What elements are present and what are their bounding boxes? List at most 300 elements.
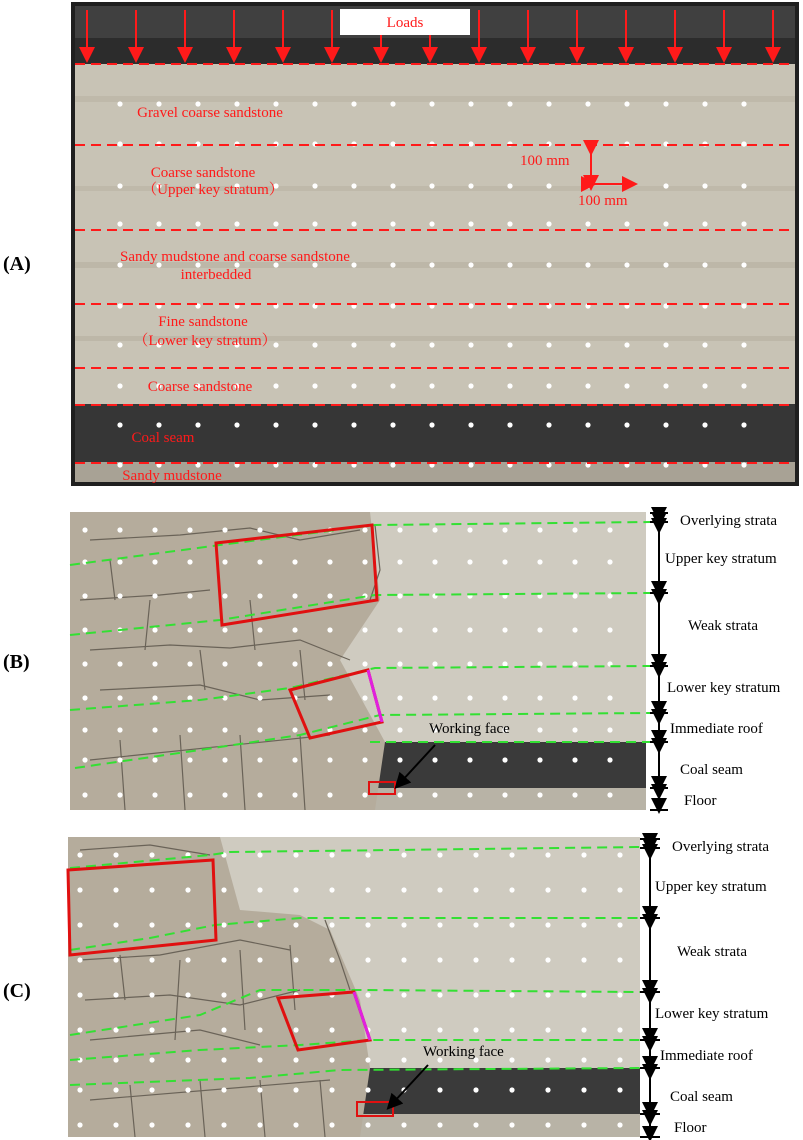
marker-dot — [607, 627, 612, 632]
marker-dot — [581, 1122, 586, 1127]
marker-dot — [351, 101, 356, 106]
marker-dot — [663, 342, 668, 347]
marker-dot — [585, 262, 590, 267]
marker-dot — [607, 757, 612, 762]
marker-dot — [437, 852, 442, 857]
marker-dot — [257, 627, 262, 632]
marker-dot — [401, 852, 406, 857]
marker-dot — [257, 757, 262, 762]
marker-dot — [397, 627, 402, 632]
marker-dot — [257, 992, 262, 997]
marker-dot — [537, 695, 542, 700]
marker-dot — [113, 992, 118, 997]
marker-dot — [397, 695, 402, 700]
marker-dot — [702, 422, 707, 427]
marker-dot — [77, 1122, 82, 1127]
label-lower-key-stratum: （Lower key stratum） — [133, 333, 277, 349]
marker-dot — [117, 303, 122, 308]
marker-dot — [185, 922, 190, 927]
marker-dot — [429, 221, 434, 226]
marker-dot — [312, 422, 317, 427]
marker-dot — [221, 887, 226, 892]
marker-dot — [581, 1027, 586, 1032]
marker-dot — [617, 1087, 622, 1092]
marker-dot — [117, 792, 122, 797]
marker-dot — [152, 792, 157, 797]
marker-dot — [702, 262, 707, 267]
marker-dot — [502, 559, 507, 564]
marker-dot — [351, 383, 356, 388]
marker-dot — [293, 957, 298, 962]
marker-dot — [327, 559, 332, 564]
marker-dot — [617, 1027, 622, 1032]
marker-dot — [401, 1057, 406, 1062]
marker-dot — [468, 342, 473, 347]
marker-dot — [467, 559, 472, 564]
marker-dot — [292, 757, 297, 762]
marker-dot — [624, 342, 629, 347]
marker-dot — [437, 1122, 442, 1127]
marker-dot — [329, 957, 334, 962]
label-sandy-mudstone: Sandy mudstone — [122, 468, 222, 484]
marker-dot — [390, 262, 395, 267]
marker-dot — [537, 757, 542, 762]
marker-dot — [187, 792, 192, 797]
marker-dot — [507, 183, 512, 188]
marker-dot — [429, 262, 434, 267]
marker-dot — [390, 101, 395, 106]
marker-dot — [390, 422, 395, 427]
marker-dot — [502, 627, 507, 632]
panel-label-b: (B) — [3, 651, 30, 673]
marker-dot — [82, 792, 87, 797]
marker-dot — [663, 101, 668, 106]
marker-dot — [507, 221, 512, 226]
marker-dot — [362, 757, 367, 762]
marker-dot — [545, 1027, 550, 1032]
marker-dot — [473, 922, 478, 927]
marker-dot — [221, 957, 226, 962]
marker-dot — [117, 383, 122, 388]
marker-dot — [537, 792, 542, 797]
marker-dot — [741, 303, 746, 308]
label-interbedded: interbedded — [180, 267, 252, 283]
marker-dot — [617, 992, 622, 997]
loads-label: Loads — [386, 15, 424, 31]
marker-dot — [292, 661, 297, 666]
marker-dot — [607, 559, 612, 564]
marker-dot — [509, 852, 514, 857]
marker-dot — [156, 221, 161, 226]
marker-dot — [581, 1087, 586, 1092]
marker-dot — [149, 1122, 154, 1127]
marker-dot — [468, 303, 473, 308]
marker-dot — [234, 422, 239, 427]
marker-dot — [741, 422, 746, 427]
marker-dot — [221, 1122, 226, 1127]
marker-dot — [82, 527, 87, 532]
marker-dot — [624, 383, 629, 388]
marker-dot — [390, 221, 395, 226]
marker-dot — [468, 183, 473, 188]
marker-dot — [362, 727, 367, 732]
marker-dot — [545, 992, 550, 997]
b-label-lower-key-stratum: Lower key stratum — [667, 680, 781, 696]
panel-label-a: (A) — [3, 253, 31, 275]
marker-dot — [117, 593, 122, 598]
marker-dot — [467, 527, 472, 532]
marker-dot — [572, 661, 577, 666]
scale-label-vertical: 100 mm — [520, 153, 570, 169]
marker-dot — [617, 957, 622, 962]
b-label-immediate-roof: Immediate roof — [670, 721, 763, 737]
marker-dot — [77, 992, 82, 997]
marker-dot — [152, 627, 157, 632]
marker-dot — [624, 221, 629, 226]
marker-dot — [187, 527, 192, 532]
marker-dot — [117, 727, 122, 732]
marker-dot — [156, 422, 161, 427]
marker-dot — [351, 342, 356, 347]
panel-a — [71, 2, 799, 486]
marker-dot — [702, 221, 707, 226]
marker-dot — [473, 1027, 478, 1032]
marker-dot — [397, 727, 402, 732]
marker-dot — [509, 922, 514, 927]
marker-dot — [257, 1087, 262, 1092]
marker-dot — [327, 593, 332, 598]
label-upper-key-stratum: （Upper key stratum） — [142, 182, 284, 198]
marker-dot — [507, 342, 512, 347]
c-label-coal-seam: Coal seam — [670, 1089, 733, 1105]
marker-dot — [82, 727, 87, 732]
marker-dot — [581, 957, 586, 962]
marker-dot — [221, 1087, 226, 1092]
marker-dot — [365, 1122, 370, 1127]
marker-dot — [351, 422, 356, 427]
c-label-overlying-strata: Overlying strata — [672, 839, 770, 855]
marker-dot — [502, 695, 507, 700]
marker-dot — [741, 462, 746, 467]
marker-dot — [437, 992, 442, 997]
b-label-floor: Floor — [684, 793, 717, 809]
label-sandy-mudstone-interbedded: Sandy mudstone and coarse sandstone — [120, 249, 350, 265]
marker-dot — [362, 695, 367, 700]
marker-dot — [397, 593, 402, 598]
marker-dot — [663, 221, 668, 226]
marker-dot — [185, 1057, 190, 1062]
marker-dot — [149, 922, 154, 927]
marker-dot — [82, 661, 87, 666]
marker-dot — [390, 141, 395, 146]
marker-dot — [468, 101, 473, 106]
c-label-weak-strata: Weak strata — [677, 944, 748, 960]
marker-dot — [113, 887, 118, 892]
marker-dot — [292, 593, 297, 598]
panel-b-strata-labels — [665, 513, 781, 809]
marker-dot — [546, 101, 551, 106]
marker-dot — [365, 1057, 370, 1062]
marker-dot — [397, 792, 402, 797]
marker-dot — [195, 221, 200, 226]
marker-dot — [509, 1122, 514, 1127]
marker-dot — [429, 101, 434, 106]
marker-dot — [702, 101, 707, 106]
marker-dot — [117, 661, 122, 666]
marker-dot — [149, 887, 154, 892]
marker-dot — [546, 383, 551, 388]
marker-dot — [362, 559, 367, 564]
marker-dot — [429, 342, 434, 347]
marker-dot — [468, 383, 473, 388]
marker-dot — [437, 1087, 442, 1092]
marker-dot — [401, 1027, 406, 1032]
marker-dot — [312, 342, 317, 347]
loading-beam-lower — [75, 38, 795, 64]
marker-dot — [329, 1027, 334, 1032]
marker-dot — [397, 757, 402, 762]
marker-dot — [502, 661, 507, 666]
marker-dot — [185, 1087, 190, 1092]
marker-dot — [397, 527, 402, 532]
marker-dot — [257, 527, 262, 532]
marker-dot — [585, 342, 590, 347]
marker-dot — [429, 183, 434, 188]
panel-c — [68, 837, 769, 1137]
marker-dot — [117, 462, 122, 467]
marker-dot — [467, 792, 472, 797]
marker-dot — [432, 792, 437, 797]
working-face-label-c: Working face — [423, 1044, 504, 1060]
marker-dot — [327, 661, 332, 666]
marker-dot — [365, 1087, 370, 1092]
marker-dot — [185, 887, 190, 892]
label-coarse-sandstone-1: Coarse sandstone — [150, 165, 256, 181]
marker-dot — [585, 422, 590, 427]
marker-dot — [82, 757, 87, 762]
marker-dot — [509, 957, 514, 962]
marker-dot — [234, 221, 239, 226]
marker-dot — [617, 922, 622, 927]
marker-dot — [221, 1057, 226, 1062]
marker-dot — [257, 559, 262, 564]
marker-dot — [581, 852, 586, 857]
marker-dot — [257, 661, 262, 666]
marker-dot — [365, 992, 370, 997]
marker-dot — [222, 527, 227, 532]
marker-dot — [545, 887, 550, 892]
marker-dot — [77, 922, 82, 927]
marker-dot — [401, 957, 406, 962]
marker-dot — [187, 727, 192, 732]
marker-dot — [537, 727, 542, 732]
marker-dot — [329, 1122, 334, 1127]
marker-dot — [312, 221, 317, 226]
caved-zone-b — [70, 512, 385, 810]
marker-dot — [617, 852, 622, 857]
marker-dot — [509, 1087, 514, 1092]
marker-dot — [702, 183, 707, 188]
marker-dot — [467, 661, 472, 666]
marker-dot — [537, 559, 542, 564]
marker-dot — [257, 1122, 262, 1127]
marker-dot — [362, 792, 367, 797]
scale-label-horizontal: 100 mm — [578, 193, 628, 209]
marker-dot — [222, 661, 227, 666]
marker-dot — [572, 727, 577, 732]
marker-dot — [149, 1027, 154, 1032]
marker-dot — [221, 1027, 226, 1032]
marker-dot — [468, 141, 473, 146]
marker-dot — [365, 887, 370, 892]
marker-dot — [432, 661, 437, 666]
marker-dot — [537, 627, 542, 632]
marker-dot — [581, 922, 586, 927]
marker-dot — [292, 792, 297, 797]
marker-dot — [293, 887, 298, 892]
marker-dot — [545, 957, 550, 962]
marker-dot — [152, 527, 157, 532]
marker-dot — [222, 559, 227, 564]
marker-dot — [257, 1027, 262, 1032]
marker-dot — [624, 101, 629, 106]
marker-dot — [222, 757, 227, 762]
marker-dot — [187, 627, 192, 632]
marker-dot — [741, 383, 746, 388]
marker-dot — [572, 792, 577, 797]
marker-dot — [390, 383, 395, 388]
marker-dot — [257, 593, 262, 598]
marker-dot — [432, 695, 437, 700]
marker-dot — [329, 1087, 334, 1092]
c-label-immediate-roof: Immediate roof — [660, 1048, 753, 1064]
marker-dot — [702, 383, 707, 388]
marker-dot — [152, 593, 157, 598]
c-label-floor: Floor — [674, 1120, 707, 1136]
marker-dot — [585, 383, 590, 388]
marker-dot — [312, 101, 317, 106]
marker-dot — [293, 1122, 298, 1127]
label-coal-seam-a: Coal seam — [131, 430, 195, 446]
marker-dot — [741, 342, 746, 347]
marker-dot — [257, 1057, 262, 1062]
marker-dot — [468, 221, 473, 226]
marker-dot — [607, 527, 612, 532]
marker-dot — [473, 852, 478, 857]
coal-seam-b — [370, 742, 646, 788]
label-coarse-sandstone-2: Coarse sandstone — [147, 379, 253, 395]
marker-dot — [77, 887, 82, 892]
marker-dot — [509, 1057, 514, 1062]
marker-dot — [617, 1057, 622, 1062]
marker-dot — [273, 221, 278, 226]
marker-dot — [468, 462, 473, 467]
marker-dot — [117, 342, 122, 347]
panel-c-strata-labels — [655, 839, 769, 1136]
marker-dot — [82, 593, 87, 598]
marker-dot — [257, 852, 262, 857]
marker-dot — [82, 627, 87, 632]
marker-dot — [546, 221, 551, 226]
marker-dot — [390, 342, 395, 347]
marker-dot — [401, 992, 406, 997]
marker-dot — [293, 852, 298, 857]
marker-dot — [327, 627, 332, 632]
marker-dot — [546, 262, 551, 267]
marker-dot — [663, 422, 668, 427]
marker-dot — [432, 559, 437, 564]
marker-dot — [432, 757, 437, 762]
marker-dot — [257, 792, 262, 797]
marker-dot — [351, 221, 356, 226]
marker-dot — [507, 422, 512, 427]
marker-dot — [509, 1027, 514, 1032]
marker-dot — [437, 1027, 442, 1032]
marker-dot — [572, 757, 577, 762]
marker-dot — [617, 1122, 622, 1127]
panel-b — [70, 512, 781, 810]
marker-dot — [77, 1027, 82, 1032]
c-label-upper-key-stratum: Upper key stratum — [655, 879, 767, 895]
marker-dot — [149, 1087, 154, 1092]
marker-dot — [187, 559, 192, 564]
marker-dot — [293, 922, 298, 927]
marker-dot — [329, 852, 334, 857]
marker-dot — [617, 887, 622, 892]
marker-dot — [581, 992, 586, 997]
marker-dot — [663, 183, 668, 188]
marker-dot — [437, 887, 442, 892]
marker-dot — [152, 695, 157, 700]
marker-dot — [187, 661, 192, 666]
marker-dot — [468, 422, 473, 427]
marker-dot — [741, 101, 746, 106]
marker-dot — [117, 183, 122, 188]
marker-dot — [468, 262, 473, 267]
marker-dot — [607, 727, 612, 732]
marker-dot — [257, 957, 262, 962]
marker-dot — [467, 627, 472, 632]
marker-dot — [741, 183, 746, 188]
marker-dot — [401, 922, 406, 927]
marker-dot — [149, 992, 154, 997]
marker-dot — [741, 262, 746, 267]
marker-dot — [329, 887, 334, 892]
marker-dot — [429, 422, 434, 427]
marker-dot — [390, 183, 395, 188]
marker-dot — [467, 695, 472, 700]
marker-dot — [113, 1057, 118, 1062]
marker-dot — [117, 757, 122, 762]
marker-dot — [473, 992, 478, 997]
marker-dot — [546, 183, 551, 188]
marker-dot — [581, 1057, 586, 1062]
marker-dot — [327, 695, 332, 700]
marker-dot — [113, 922, 118, 927]
marker-dot — [152, 757, 157, 762]
marker-dot — [397, 559, 402, 564]
marker-dot — [546, 342, 551, 347]
marker-dot — [257, 727, 262, 732]
marker-dot — [113, 1087, 118, 1092]
marker-dot — [509, 992, 514, 997]
marker-dot — [222, 593, 227, 598]
b-label-overlying-strata: Overlying strata — [680, 513, 778, 529]
panel-label-c: (C) — [3, 980, 31, 1002]
marker-dot — [82, 695, 87, 700]
working-face-label-b: Working face — [429, 721, 510, 737]
marker-dot — [185, 992, 190, 997]
